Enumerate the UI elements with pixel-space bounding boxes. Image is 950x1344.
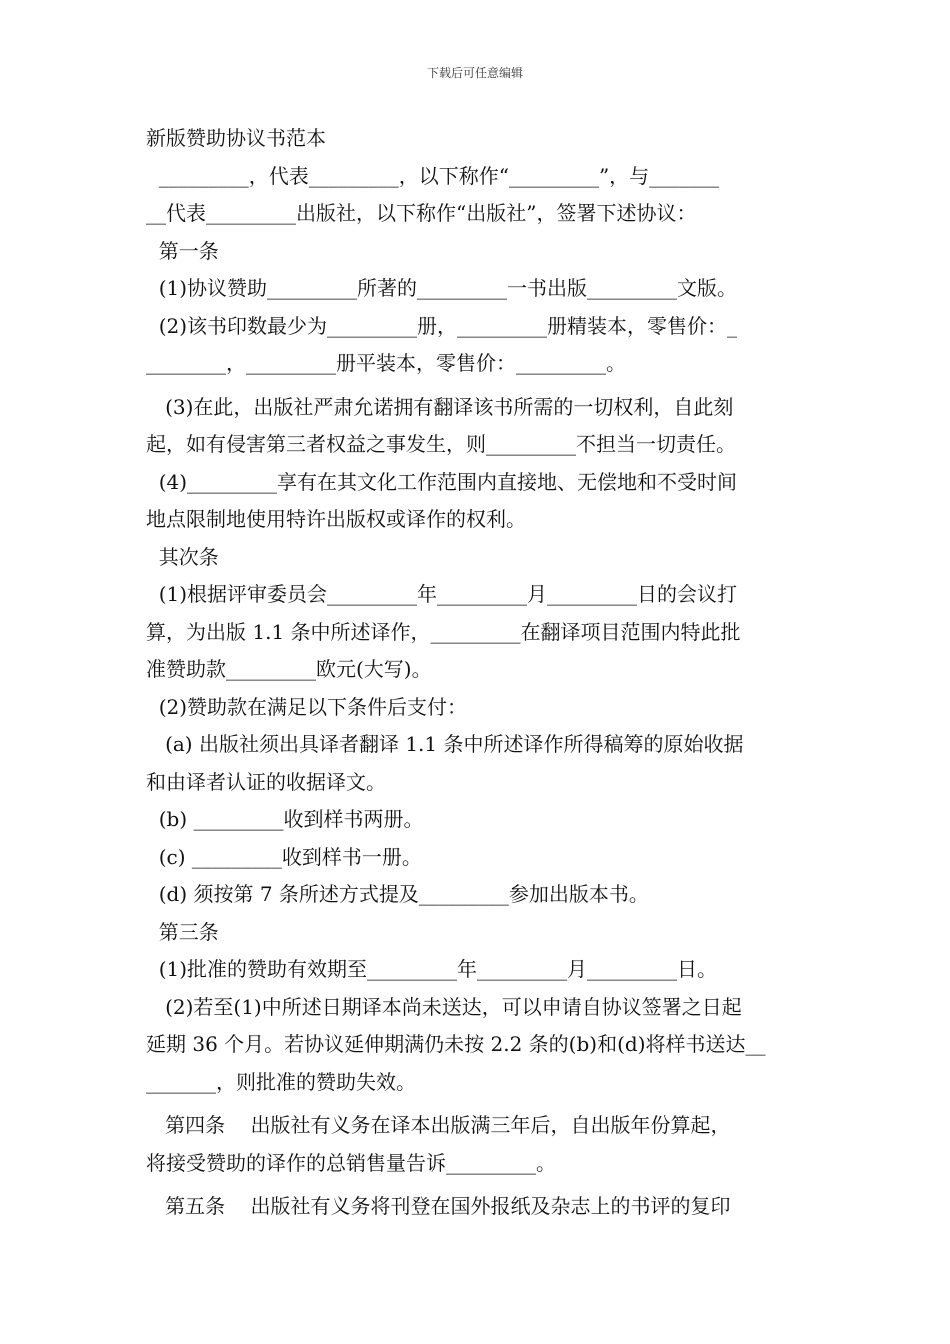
document-title: 新版赞助协议书范本 bbox=[146, 126, 326, 150]
text-line: 地点限制地使用特许出版权或译作的权利。 bbox=[146, 507, 526, 531]
section-heading-3: 第三条 bbox=[146, 919, 219, 944]
text-line: 将接受赞助的译作的总销售量告诉_________。 bbox=[146, 1150, 556, 1175]
page-header-note: 下载后可任意编辑 bbox=[426, 66, 523, 80]
section-heading-4: 第四条 出版社有义务在译本出版满三年后，自出版年份算起， bbox=[146, 1113, 731, 1137]
text-line: ________，_________册平装本，零售价：_________。 bbox=[146, 351, 626, 375]
text-line: 和由译者认证的收据译文。 bbox=[146, 769, 386, 794]
text-line: __代表_________出版社，以下称作“出版社”，签署下述协议： bbox=[146, 201, 697, 225]
text-line: (2)赞助款在满足以下条件后支付： bbox=[146, 694, 468, 719]
document-body bbox=[146, 120, 810, 1226]
text-line: 延期 36 个月。若协议延伸期满仍未按 2.2 条的(b)和(d)将样书送达__ bbox=[146, 1032, 766, 1056]
text-line: 准赞助款_________欧元(大写)。 bbox=[146, 657, 432, 681]
section-heading-1: 第一条 bbox=[146, 238, 219, 263]
text-line: 起，如有侵害第三者权益之事发生，则_________不担当一切责任。 bbox=[146, 432, 736, 456]
text-line: (1)协议赞助_________所著的_________一书出版_________文版。 bbox=[146, 276, 738, 300]
text-line: (2)若至(1)中所述日期译本尚未送达，可以申请自协议签署之日起 bbox=[146, 994, 742, 1019]
text-line: (1)根据评审委员会_________年_________月_________日的会议打 bbox=[146, 582, 738, 606]
text-line: 算，为出版 1.1 条中所述译作，_________在翻译项目范围内特此批 bbox=[146, 619, 741, 644]
text-line: _________，代表_________，以下称作“_________”，与_______ bbox=[146, 163, 720, 188]
text-line: (4)_________享有在其文化工作范围内直接地、无偿地和不受时间 bbox=[146, 469, 738, 494]
text-line: (3)在此，出版社严肃允诺拥有翻译该书所需的一切权利，自此刻 bbox=[146, 394, 734, 419]
text-line: (c) _________收到样书一册。 bbox=[146, 844, 422, 869]
text-line: _______，则批准的赞助失效。 bbox=[146, 1069, 416, 1094]
text-line: (2)该书印数最少为_________册，_________册精装本，零售价：_ bbox=[146, 313, 738, 338]
text-line: (b) _________收到样书两册。 bbox=[146, 807, 424, 831]
text-line: (a) 出版社须出具译者翻译 1.1 条中所述译作所得稿筹的原始收据 bbox=[146, 732, 744, 756]
section-heading-2: 其次条 bbox=[146, 544, 219, 569]
text-line: (d) 须按第 7 条所述方式提及_________参加出版本书。 bbox=[146, 882, 649, 906]
text-line: (1)批准的赞助有效期至_________年_________月_________日。 bbox=[146, 957, 718, 981]
section-heading-5: 第五条 出版社有义务将刊登在国外报纸及杂志上的书评的复印 bbox=[146, 1194, 731, 1218]
